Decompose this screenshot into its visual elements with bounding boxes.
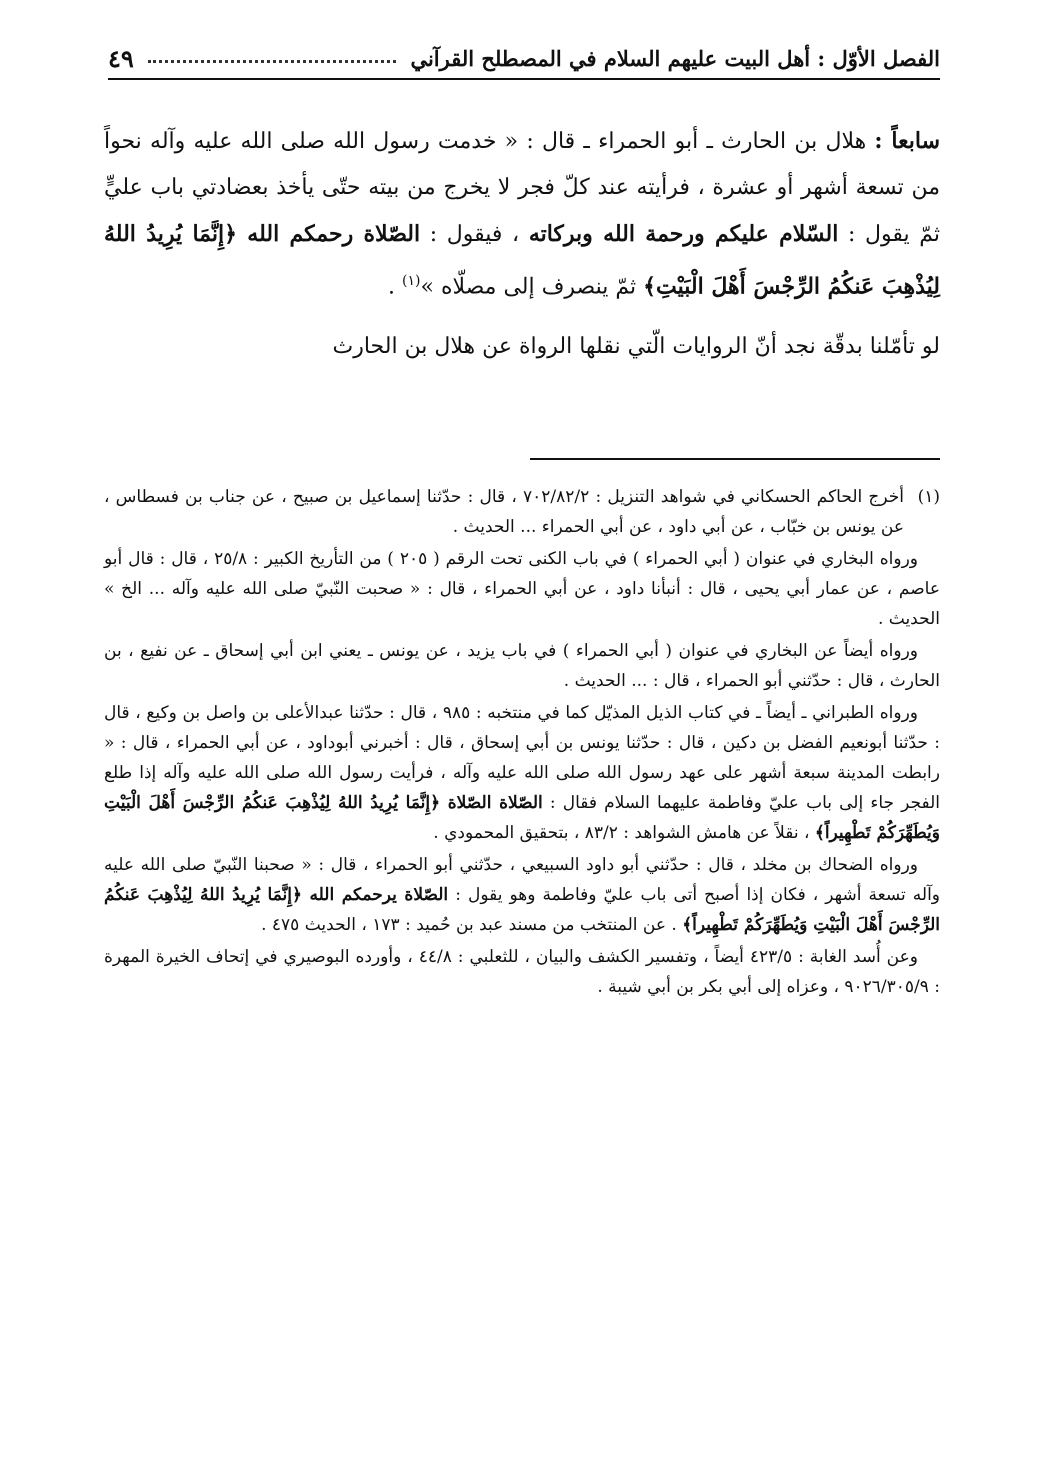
footnote-divider: [530, 458, 940, 460]
narration-end: ثمّ ينصرف إلى مصلّاه »: [420, 274, 644, 300]
paragraph-seventh: [104, 118, 940, 310]
footnote-text: أخرج الحاكم الحسكاني في شواهد التنزيل : ٧٠٢/٨٢/٢ ، قال : حدّثنا إسماعيل بن صبيح ، عن جناب بن فسطاس ، عن يونس بن خبّاب ، عن أبي داود ، عن أبي الحمراء ... الحديث .: [104, 487, 904, 537]
paragraph-analysis: لو تأمّلنا بدقّة نجد أنّ الروايات الّتي نقلها الرواة عن هلال بن الحارث: [332, 334, 940, 360]
main-text: [104, 118, 940, 370]
footnote-1: [104, 482, 940, 542]
quran-verse: ﴿إِنَّمَا يُرِيدُ اللهُ لِيُذْهِبَ عَنكُمُ الرِّجْسَ أَهْلَ الْبَيْتِ وَيُطَهِّرَكُمْ تَطْهِيراً﴾: [104, 793, 940, 843]
footnote-dahhak: [104, 850, 940, 940]
footnotes-section: [104, 482, 940, 1004]
narration-text: هلال بن الحارث ـ أبو الحمراء ـ قال : « خدمت رسول الله صلى الله عليه وآله نحواً من تسعة أشهر أو عشرة ، فرأيته عند كلّ فجر لا يخرج من بيته حتّى يأخذ بعضادتي باب عليٍّ ثمّ يقول :: [104, 129, 941, 247]
sentence-stop: .: [388, 274, 403, 300]
footnote-number: (١): [917, 487, 940, 507]
prayer-call-text: الصّلاة الصّلاة: [447, 793, 543, 813]
footnote-source: ، نقلاً عن هامش الشواهد : ٨٣/٢ ، بتحقيق المحمودي .: [433, 823, 815, 843]
footnote-ref[interactable]: (١): [402, 273, 421, 289]
quran-verse: ﴿إِنَّمَا يُرِيدُ اللهُ لِيُذْهِبَ عَنكُمُ الرِّجْسَ أَهْلَ الْبَيْتِ وَيُطَهِّرَكُمْ تَطْهِيراً﴾: [104, 885, 940, 935]
narration-text-2: ، فيقول :: [420, 222, 529, 247]
footnote-text: ورواه الطبراني ـ أيضاً ـ في كتاب الذيل المذيّل كما في منتخبه : ٩٨٥ ، قال : حدّثنا عبدالأعلى بن واصل بن وكيع ، قال : حدّثنا أبونعيم الفضل بن دكين ، قال : حدّثنا يونس بن أبي إسحاق ، قال : أخبرني أبوداود ، عن أبي الحمراء ، قال : « رابطت المدينة سبعة أشهر على عهد رسول الله صلى الله عليه وآله ، فرأيت رسول الله صلى الله عليه وآله إذا طلع الفجر جاء إلى باب عليّ وفاطمة عليهما السلام فقال :: [104, 703, 940, 813]
page-number: ٤٩: [108, 43, 134, 73]
quran-verse: ﴿إِنَّمَا يُرِيدُ اللهُ لِيُذْهِبَ عَنكُمُ الرِّجْسَ أَهْلَ الْبَيْتِ﴾: [104, 221, 940, 300]
footnote-text: ورواه الضحاك بن مخلد ، قال : حدّثني أبو داود السبيعي ، حدّثني أبو الحمراء ، قال : « صحبنا النّبيّ صلى الله عليه وآله تسعة أشهر ، فكان إذا أصبح أتى باب عليّ وفاطمة وهو يقول :: [104, 855, 940, 905]
footnote-usd: وعن أُسد الغابة : ٤٢٣/٥ أيضاً ، وتفسير الكشف والبيان ، للثعلبي : ٤٤/٨ ، وأورده البوصيري في إتحاف الخيرة المهرة : ٩٠٢٦/٣٠٥/٩ ، وعزاه إلى أبي بكر بن أبي شيبة .: [104, 947, 940, 997]
leader-dots: [148, 54, 397, 63]
footnote-bukhari: ورواه البخاري في عنوان ( أبي الحمراء ) في باب الكنى تحت الرقم ( ٢٠٥ ) من التأريخ الكبير : ٢٥/٨ ، قال : قال أبو عاصم ، عن عمار أبي يحيى ، قال : أنبأنا داود ، عن أبي الحمراء ، قال : « صحبت النّبيّ صلى الله عليه وآله ... الخ » الحديث .: [104, 549, 940, 629]
running-header: [108, 38, 940, 80]
prayer-call-text: الصّلاة يرحمكم الله: [309, 885, 449, 905]
footnote-tabarani: [104, 698, 940, 848]
prayer-call-text: الصّلاة رحمكم الله: [247, 221, 421, 247]
chapter-title: الفصل الأوّل : أهل البيت عليهم السلام في المصطلح القرآني: [410, 45, 940, 71]
footnote-bukhari-2: ورواه أيضاً عن البخاري في عنوان ( أبي الحمراء ) في باب يزيد ، عن يونس ـ يعني ابن أبي إسحاق ـ عن نفيع ، بن الحارث ، قال : حدّثني أبو الحمراء ، قال : ... الحديث .: [104, 641, 940, 691]
section-label: سابعاً :: [874, 128, 941, 154]
footnote-source: . عن المنتخب من مسند عبد بن حُميد : ١٧٣ ، الحديث ٤٧٥ .: [261, 915, 683, 935]
greeting-text: السّلام عليكم ورحمة الله وبركاته: [528, 221, 839, 247]
